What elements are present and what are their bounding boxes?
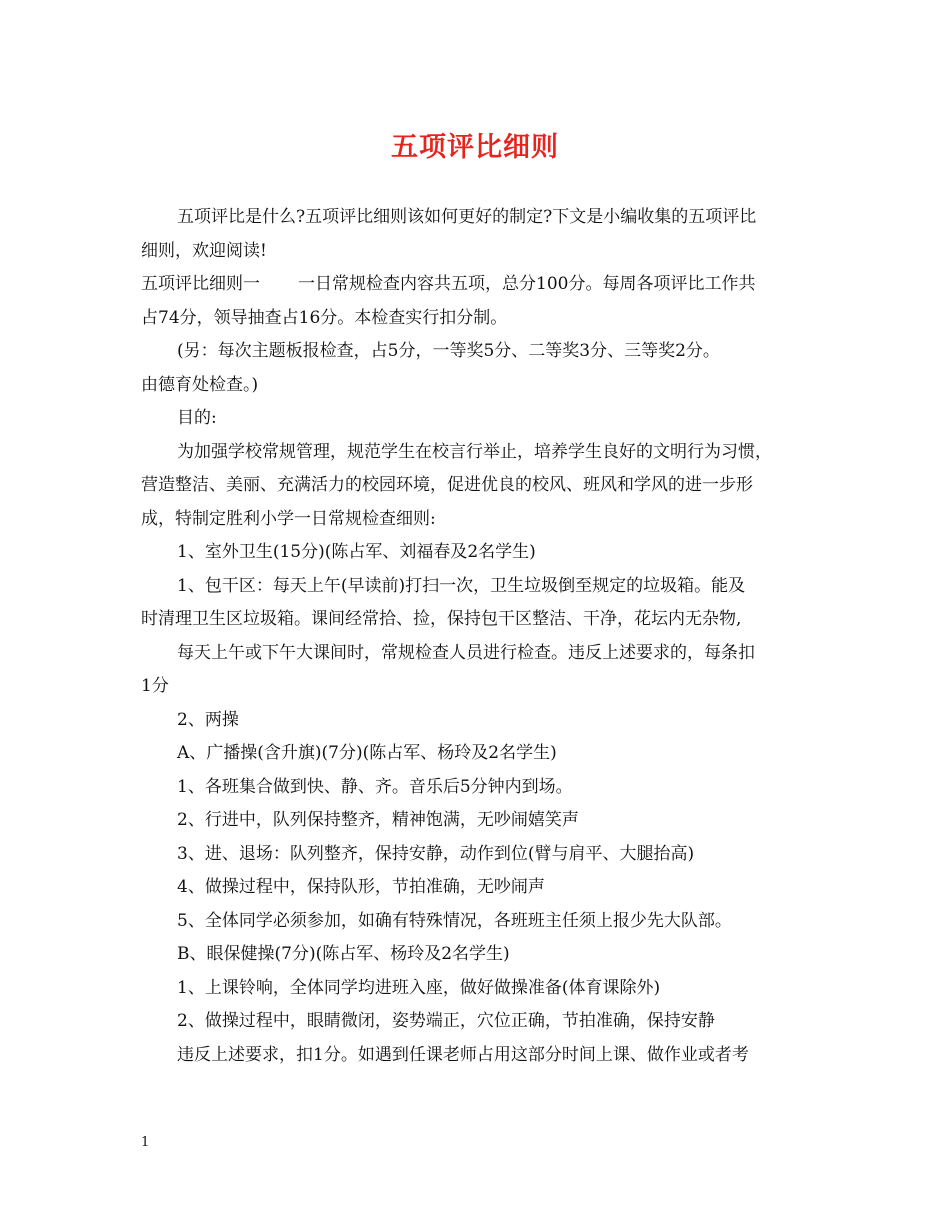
- paragraph-line: 成，特制定胜利小学一日常规检查细则:: [141, 508, 436, 529]
- paragraph-line: 为加强学校常规管理，规范学生在校言行举止，培养学生良好的文明行为习惯，: [177, 441, 772, 462]
- paragraph-line: 5、全体同学必须参加，如确有特殊情况，各班班主任须上报少先大队部。: [177, 910, 732, 931]
- paragraph-line: 4、做操过程中，保持队形，节拍准确，无吵闹声: [177, 877, 545, 897]
- paragraph-line: A、广播操(含升旗)(7分)(陈占军、杨玲及2名学生): [177, 743, 557, 763]
- document-title: 五项评比细则: [391, 132, 559, 163]
- document-body: [141, 201, 821, 1072]
- page-number: 1: [141, 1135, 150, 1150]
- paragraph-line: 占74分，领导抽查占16分。本检查实行扣分制。: [141, 307, 508, 328]
- paragraph-line: 3、进、退场：队列整齐，保持安静，动作到位(臂与肩平、大腿抬高): [177, 843, 695, 864]
- paragraph-line: 2、两操: [177, 709, 239, 730]
- paragraph-text: 一日常规检查内容共五项，总分100分。每周各项评比工作共: [298, 274, 756, 294]
- paragraph-line: 五项评比是什么?五项评比细则该如何更好的制定?下文是小编收集的五项评比: [177, 207, 757, 227]
- section-heading: 五项评比细则一: [141, 274, 260, 294]
- paragraph-line: 2、行进中，队列保持整齐，精神饱满，无吵闹嬉笑声: [177, 810, 579, 830]
- paragraph-line: 目的:: [177, 408, 217, 428]
- paragraph-line: 1分: [141, 676, 169, 696]
- paragraph-line: 违反上述要求，扣1分。如遇到任课老师占用这部分时间上课、做作业或者考: [177, 1044, 749, 1065]
- paragraph-line: 每天上午或下午大课间时，常规检查人员进行检查。违反上述要求的，每条扣: [177, 642, 755, 663]
- paragraph-line: [141, 268, 821, 302]
- paragraph-line: 时清理卫生区垃圾箱。课间经常拾、捡，保持包干区整洁、干净，花坛内无杂物,: [141, 609, 742, 629]
- paragraph-line: 1、上课铃响，全体同学均进班入座，做好做操准备(体育课除外): [177, 977, 661, 998]
- paragraph-line: B、眼保健操(7分)(陈占军、杨玲及2名学生): [177, 944, 510, 964]
- paragraph-line: 由德育处检查。): [141, 374, 259, 395]
- paragraph-line: 营造整洁、美丽、充满活力的校园环境，促进优良的校风、班风和学风的进一步形: [141, 475, 753, 495]
- paragraph-line: (另：每次主题板报检查，占5分，一等奖5分、二等奖3分、三等奖2分。: [177, 341, 720, 361]
- paragraph-line: 1、室外卫生(15分)(陈占军、刘福春及2名学生): [177, 542, 536, 562]
- paragraph-line: 1、包干区：每天上午(早读前)打扫一次，卫生垃圾倒至规定的垃圾箱。能及: [177, 575, 746, 596]
- paragraph-line: 1、各班集合做到快、静、齐。音乐后5分钟内到场。: [177, 776, 573, 797]
- paragraph-line: 细则，欢迎阅读!: [141, 240, 267, 261]
- paragraph-line: 2、做操过程中，眼睛微闭，姿势端正，穴位正确，节拍准确，保持安静: [177, 1011, 715, 1031]
